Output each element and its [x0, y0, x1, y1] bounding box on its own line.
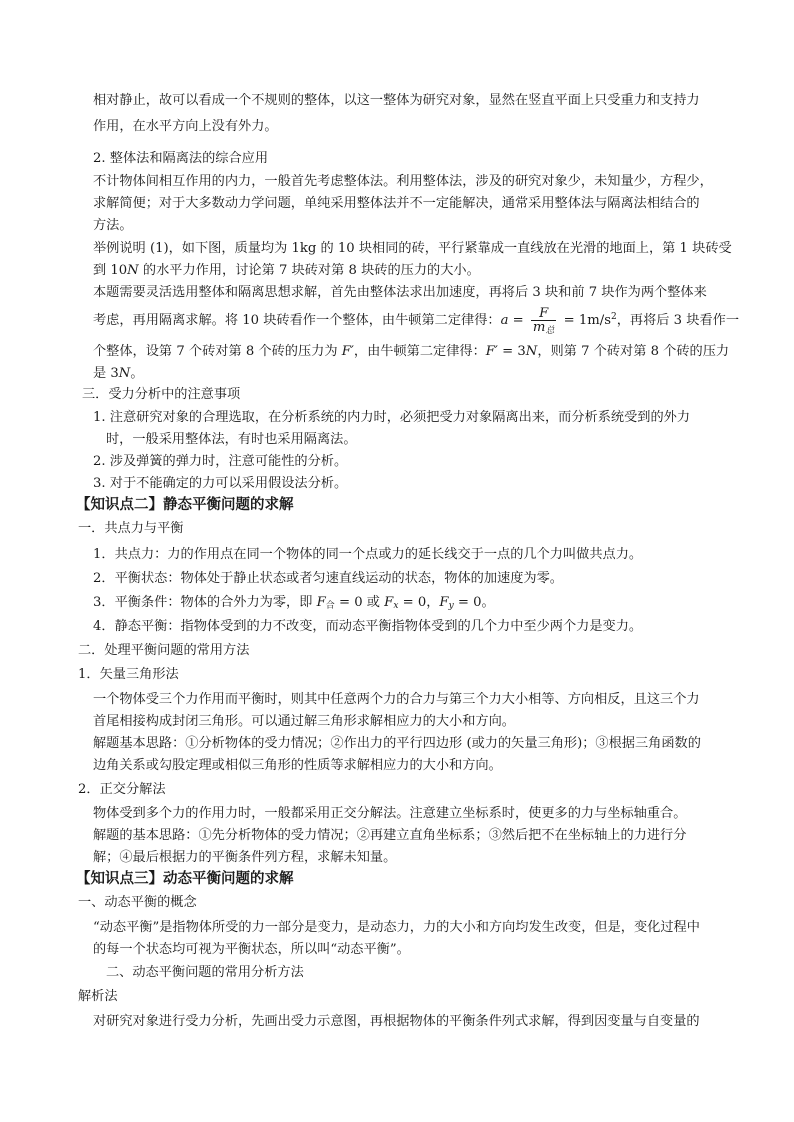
- paragraph-line: 物体受到多个力的作用力时，一般都采用正交分解法。注意建立坐标系时，使更多的力与坐标轴重合。: [93, 806, 687, 821]
- method-heading: 2．正交分解法: [78, 782, 166, 797]
- paragraph-line: 举例说明 (1)，如下图，质量均为 1kg 的 10 块相同的砖，平行紧靠成一直线放在光滑的地面上，第 1 块砖受: [93, 241, 732, 256]
- paragraph-line: 时，一般采用整体法，有时也采用隔离法。: [106, 432, 357, 447]
- paragraph-line: 作用，在水平方向上没有外力。: [93, 119, 278, 134]
- paragraph-line: 解题基本思路：①分析物体的受力情况；②作出力的平行四边形 (或力的矢量三角形)；③根据三角函数的: [93, 736, 701, 751]
- paragraph-line: 的每一个状态均可视为平衡状态，所以叫“动态平衡”。: [93, 942, 410, 957]
- paragraph-line: 对研究对象进行受力分析，先画出受力示意图，再根据物体的平衡条件列式求解，得到因变量与自变量的: [93, 1014, 700, 1029]
- knowledge-point-heading: 【知识点三】动态平衡问题的求解: [76, 871, 294, 887]
- paragraph-line: 是 3N。: [93, 366, 144, 381]
- paragraph-line: 求解简便；对于大多数动力学问题，单纯采用整体法并不一定能解决，通常采用整体法与隔离法相结合的: [93, 196, 700, 211]
- paragraph-line: 个整体，设第 7 个砖对第 8 个砖的压力为 F′，由牛顿第二定律得：F′ = 3N，则第 7 个砖对第 8 个砖的压力: [93, 344, 730, 359]
- paragraph-line: 相对静止，故可以看成一个不规则的整体，以这一整体为研究对象，显然在竖直平面上只受重力和支持力: [93, 93, 700, 108]
- paragraph-line: 首尾相接构成封闭三角形。可以通过解三角形求解相应力的大小和方向。: [93, 714, 515, 729]
- paragraph-line: 到 10N 的水平力作用，讨论第 7 块砖对第 8 块砖的压力的大小。: [93, 263, 480, 278]
- paragraph-line: 解题的基本思路：①先分析物体的受力情况；②再建立直角坐标系；③然后把不在坐标轴上的力进行分: [93, 828, 687, 843]
- list-item: 2．平衡状态：物体处于静止状态或者匀速直线运动的状态，物体的加速度为零。: [93, 571, 563, 586]
- paragraph-line: 解；④最后根据力的平衡条件列方程，求解未知量。: [93, 850, 397, 865]
- knowledge-point-heading: 【知识点二】静态平衡问题的求解: [76, 497, 294, 513]
- paragraph-line: 一个物体受三个力作用而平衡时，则其中任意两个力的合力与第三个力大小相等、方向相反，且这三个力: [93, 692, 700, 707]
- section-heading: 二、动态平衡问题的常用分析方法: [106, 965, 304, 980]
- paragraph-line: 1. 注意研究对象的合理选取，在分析系统的内力时，必须把受力对象隔离出来，而分析系统受到的外力: [93, 410, 691, 425]
- section-heading: 一、动态平衡的概念: [78, 895, 197, 910]
- paragraph-line: 3. 对于不能确定的力可以采用假设法分析。: [93, 476, 348, 491]
- section-heading: 一．共点力与平衡: [78, 521, 184, 536]
- paragraph-line: 边角关系或勾股定理或相似三角形的性质等求解相应力的大小和方向。: [93, 758, 502, 773]
- fraction: $\frac{F}{m_总}$: [532, 306, 555, 336]
- list-item: 4．静态平衡：指物体受到的力不改变，而动态平衡指物体受到的几个力中至少两个力是变力。: [93, 619, 643, 634]
- paragraph-line: 2. 涉及弹簧的弹力时，注意可能性的分析。: [93, 454, 348, 469]
- formula-line: 考虑，再用隔离求解。将 10 块砖看作一个整体，由牛顿第二定律得：a = $\frac{F}{m_总}$ = $1m/s^2$，再将后 3 块看作一: [93, 306, 740, 336]
- method-heading: 解析法: [78, 989, 118, 1004]
- paragraph-line: 本题需要灵活选用整体和隔离思想求解，首先由整体法求出加速度，再将后 3 块和前 7 块作为两个整体来: [93, 285, 707, 300]
- section-subheading: 2. 整体法和隔离法的综合应用: [93, 151, 269, 166]
- paragraph-line: 方法。: [93, 218, 133, 233]
- list-item: 3．平衡条件：物体的合外力为零，即 $F_合 = 0$ 或 $F_x = 0$，$F_y = 0$。: [93, 595, 495, 611]
- list-item: 1．共点力：力的作用点在同一个物体的同一个点或力的延长线交于一点的几个力叫做共点力。: [93, 547, 643, 562]
- section-heading: 二．处理平衡问题的常用方法: [78, 643, 250, 658]
- section-heading: 三．受力分析中的注意事项: [82, 387, 241, 402]
- paragraph-line: 不计物体间相互作用的内力，一般首先考虑整体法。利用整体法，涉及的研究对象少，未知量少，方程少，: [93, 174, 713, 189]
- method-heading: 1．矢量三角形法: [78, 667, 179, 682]
- paragraph-line: “动态平衡”是指物体所受的力一部分是变力，是动态力，力的大小和方向均发生改变，但是，变化过程中: [93, 920, 700, 935]
